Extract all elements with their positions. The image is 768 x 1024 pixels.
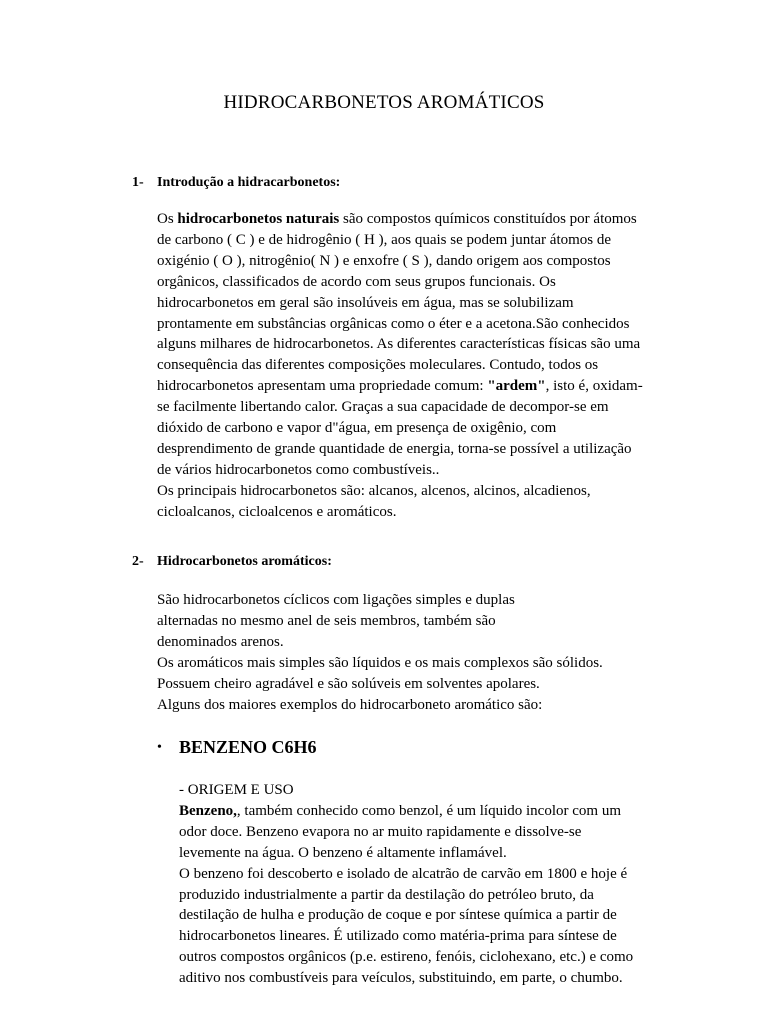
paragraph-line: outros compostos orgânicos (p.e. estireno, fenóis, ciclohexano, etc.) e como — [179, 949, 634, 966]
paragraph-line: Os principais hidrocarbonetos são: alcanos, alcenos, alcinos, alcadienos, — [157, 482, 591, 499]
paragraph-line: cicloalcanos, cicloalcenos e aromáticos. — [157, 503, 397, 520]
text-run: , também conhecido como benzol, é um líquido incolor com um — [236, 802, 621, 819]
paragraph-line: consequência das diferentes composições moleculares. Contudo, todos os — [157, 357, 599, 374]
section-1-number: 1- — [132, 175, 144, 190]
section-1-heading — [132, 175, 340, 191]
text-run: Os — [157, 211, 178, 227]
paragraph-line: destilação de hulha e produção de coque e por síntese química a partir de — [179, 907, 617, 924]
bullet-icon: • — [157, 740, 162, 755]
paragraph-line: desprendimento de grande quantidade de energia, torna-se possível a utilização — [157, 440, 632, 457]
text-run: , isto é, oxidam- — [545, 378, 643, 395]
text-run: hidrocarbonetos apresentam uma propriedade comum: — [157, 378, 488, 395]
section-2-heading-text: Hidrocarbonetos aromáticos: — [157, 554, 332, 569]
benzeno-bullet-item — [157, 737, 317, 758]
paragraph-line: hidrocarbonetos lineares. É utilizado como matéria-prima para síntese de — [179, 928, 617, 945]
paragraph-line — [157, 209, 677, 230]
paragraph-line: alguns milhares de hidrocarbonetos. As diferentes características físicas são uma — [157, 336, 641, 353]
benzeno-title: BENZENO C6H6 — [179, 737, 317, 757]
paragraph-line — [179, 801, 679, 822]
paragraph-line: orgânicos, classificados de acordo com seus grupos funcionais. Os — [157, 273, 556, 290]
benzeno-subheading: - ORIGEM E USO — [179, 782, 294, 798]
document-title: HIDROCARBONETOS AROMÁTICOS — [223, 92, 545, 113]
bold-term-hidrocarbonetos-naturais: hidrocarbonetos naturais — [177, 211, 340, 227]
section-2-number: 2- — [132, 554, 144, 569]
paragraph-line: prontamente em substâncias orgânicas como o éter e a acetona.São conhecidos — [157, 315, 630, 332]
benzeno-description — [179, 780, 679, 989]
paragraph-line: aditivo nos combustíveis para veículos, substituindo, em parte, o chumbo. — [179, 970, 623, 987]
paragraph-line: Alguns dos maiores exemplos do hidrocarboneto aromático são: — [157, 696, 543, 713]
paragraph-line: Os aromáticos mais simples são líquidos e os mais complexos são sólidos. — [157, 654, 603, 671]
paragraph-line: Possuem cheiro agradável e são solúveis em solventes apolares. — [157, 675, 540, 692]
section-2-heading — [132, 554, 332, 570]
paragraph-line: se facilmente libertando calor. Graças a sua capacidade de decompor-se em — [157, 399, 609, 416]
section-1-paragraph — [157, 209, 677, 523]
paragraph-line: dióxido de carbono e vapor d"água, em presença de oxigênio, com — [157, 420, 557, 437]
section-1-heading-text: Introdução a hidracarbonetos: — [157, 175, 341, 190]
paragraph-line: alternadas no mesmo anel de seis membros, também são — [157, 612, 496, 629]
bold-term-ardem: "ardem" — [487, 378, 546, 395]
paragraph-line: São hidrocarbonetos cíclicos com ligações simples e duplas — [157, 592, 515, 608]
paragraph-line: odor doce. Benzeno evapora no ar muito rapidamente e dissolve-se — [179, 823, 582, 840]
paragraph-line: levemente na água. O benzeno é altamente inflamável. — [179, 844, 507, 861]
paragraph-line: produzido industrialmente a partir da destilação do petróleo bruto, da — [179, 886, 594, 903]
paragraph-line — [157, 376, 677, 397]
paragraph-line: hidrocarbonetos em geral são insolúveis em água, mas se solubilizam — [157, 294, 574, 311]
paragraph-line: O benzeno foi descoberto e isolado de alcatrão de carvão em 1800 e hoje é — [179, 865, 628, 882]
paragraph-line: de vários hidrocarbonetos como combustíveis.. — [157, 461, 440, 478]
paragraph-line: de carbono ( C ) e de hidrogênio ( H ), aos quais se podem juntar átomos de — [157, 231, 612, 248]
paragraph-line: oxigénio ( O ), nitrogênio( N ) e enxofre ( S ), dando origem aos compostos — [157, 252, 611, 269]
bold-term-benzeno: Benzeno, — [179, 802, 237, 819]
section-2-paragraph — [157, 590, 677, 715]
text-run: são compostos químicos constituídos por átomos — [339, 211, 637, 227]
paragraph-line: denominados arenos. — [157, 633, 284, 650]
